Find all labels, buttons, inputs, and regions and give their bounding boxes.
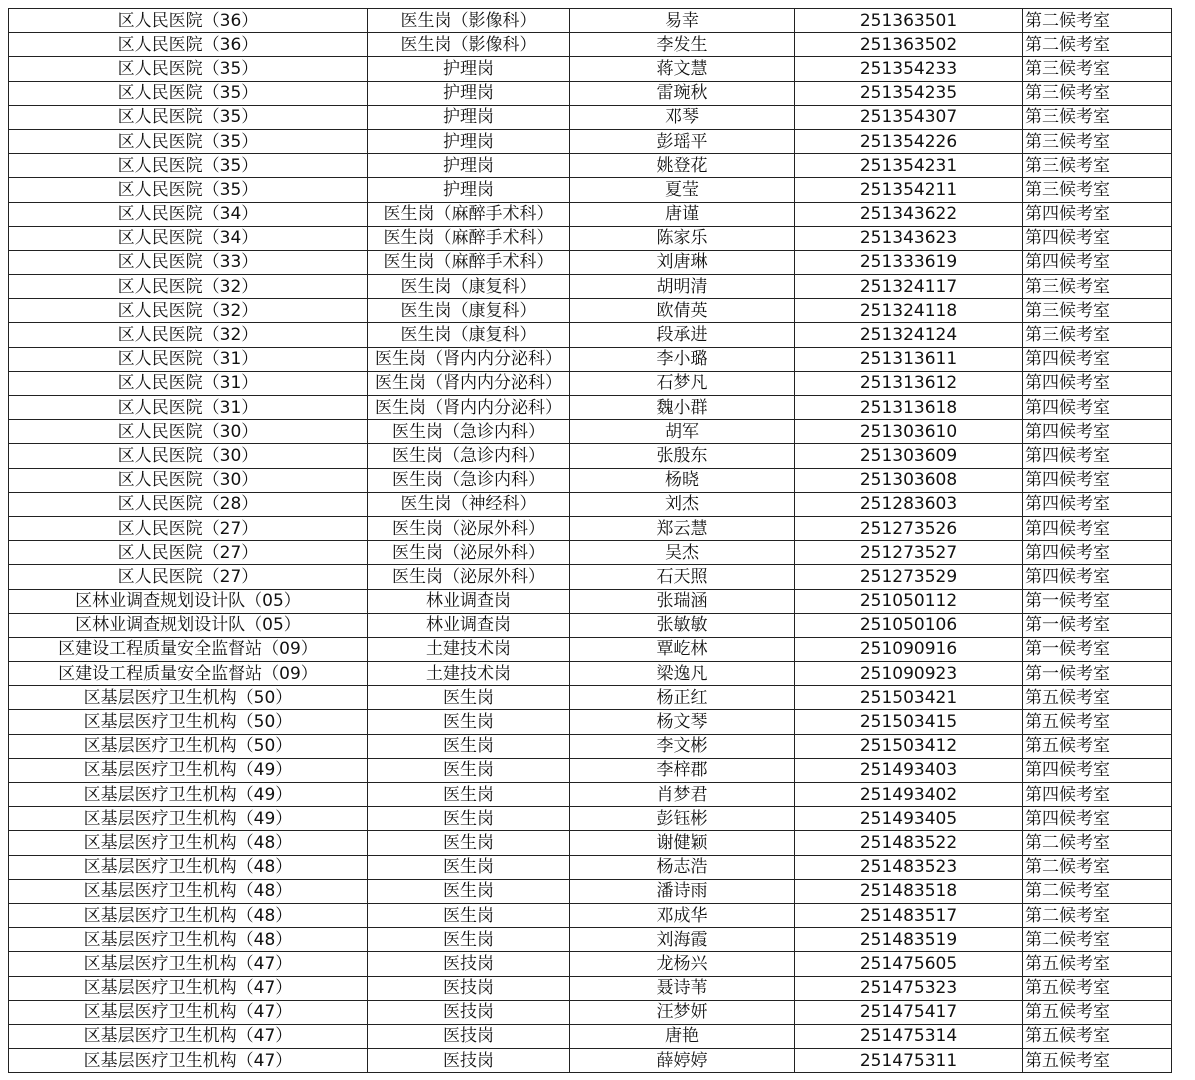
exam-id-cell: 251333619 xyxy=(795,250,1023,274)
candidate-name-cell: 夏莹 xyxy=(570,178,795,202)
candidate-name-cell: 潘诗雨 xyxy=(570,879,795,903)
candidate-name-cell: 蒋文慧 xyxy=(570,57,795,81)
exam-id-cell: 251493402 xyxy=(795,783,1023,807)
waiting-room-cell: 第二候考室 xyxy=(1023,9,1172,33)
unit-cell: 区林业调查规划设计队（05） xyxy=(9,613,368,637)
exam-id-cell: 251273527 xyxy=(795,541,1023,565)
waiting-room-cell: 第四候考室 xyxy=(1023,226,1172,250)
waiting-room-cell: 第四候考室 xyxy=(1023,492,1172,516)
post-cell: 医生岗（急诊内科） xyxy=(368,468,570,492)
post-cell: 医生岗 xyxy=(368,903,570,927)
exam-id-cell: 251324124 xyxy=(795,323,1023,347)
post-cell: 护理岗 xyxy=(368,105,570,129)
table-row xyxy=(9,879,1172,903)
post-cell: 土建技术岗 xyxy=(368,637,570,661)
waiting-room-cell: 第三候考室 xyxy=(1023,275,1172,299)
table-row xyxy=(9,468,1172,492)
table-row xyxy=(9,250,1172,274)
exam-id-cell: 251483519 xyxy=(795,928,1023,952)
waiting-room-cell: 第五候考室 xyxy=(1023,686,1172,710)
unit-cell: 区基层医疗卫生机构（50） xyxy=(9,710,368,734)
candidate-name-cell: 杨文琴 xyxy=(570,710,795,734)
unit-cell: 区人民医院（30） xyxy=(9,468,368,492)
candidate-name-cell: 梁逸凡 xyxy=(570,662,795,686)
unit-cell: 区基层医疗卫生机构（49） xyxy=(9,807,368,831)
exam-id-cell: 251090923 xyxy=(795,662,1023,686)
waiting-room-cell: 第四候考室 xyxy=(1023,444,1172,468)
table-row xyxy=(9,1000,1172,1024)
table-row xyxy=(9,686,1172,710)
exam-id-cell: 251354226 xyxy=(795,129,1023,153)
table-row xyxy=(9,105,1172,129)
exam-id-cell: 251363502 xyxy=(795,33,1023,57)
post-cell: 医生岗 xyxy=(368,928,570,952)
post-cell: 医技岗 xyxy=(368,952,570,976)
waiting-room-cell: 第三候考室 xyxy=(1023,129,1172,153)
candidate-table-body xyxy=(9,9,1172,1073)
post-cell: 医生岗 xyxy=(368,807,570,831)
post-cell: 医生岗（急诊内科） xyxy=(368,444,570,468)
candidate-name-cell: 邓琴 xyxy=(570,105,795,129)
waiting-room-cell: 第四候考室 xyxy=(1023,468,1172,492)
unit-cell: 区基层医疗卫生机构（48） xyxy=(9,855,368,879)
table-row xyxy=(9,420,1172,444)
post-cell: 医技岗 xyxy=(368,976,570,1000)
table-row xyxy=(9,855,1172,879)
exam-id-cell: 251475314 xyxy=(795,1024,1023,1048)
exam-id-cell: 251313612 xyxy=(795,371,1023,395)
candidate-name-cell: 谢健颖 xyxy=(570,831,795,855)
table-row xyxy=(9,396,1172,420)
exam-id-cell: 251503421 xyxy=(795,686,1023,710)
candidate-name-cell: 汪梦妍 xyxy=(570,1000,795,1024)
candidate-name-cell: 聂诗苇 xyxy=(570,976,795,1000)
candidate-name-cell: 胡军 xyxy=(570,420,795,444)
unit-cell: 区基层医疗卫生机构（47） xyxy=(9,1000,368,1024)
unit-cell: 区基层医疗卫生机构（47） xyxy=(9,1049,368,1073)
table-row xyxy=(9,33,1172,57)
candidate-name-cell: 张瑞涵 xyxy=(570,589,795,613)
table-row xyxy=(9,807,1172,831)
waiting-room-cell: 第一候考室 xyxy=(1023,637,1172,661)
table-row xyxy=(9,323,1172,347)
candidate-name-cell: 杨志浩 xyxy=(570,855,795,879)
post-cell: 林业调查岗 xyxy=(368,589,570,613)
exam-id-cell: 251493405 xyxy=(795,807,1023,831)
post-cell: 医生岗（康复科） xyxy=(368,275,570,299)
candidate-name-cell: 唐谨 xyxy=(570,202,795,226)
post-cell: 医生岗 xyxy=(368,879,570,903)
candidate-name-cell: 段承进 xyxy=(570,323,795,347)
post-cell: 医生岗（影像科） xyxy=(368,9,570,33)
exam-id-cell: 251483523 xyxy=(795,855,1023,879)
unit-cell: 区人民医院（30） xyxy=(9,444,368,468)
waiting-room-cell: 第五候考室 xyxy=(1023,976,1172,1000)
waiting-room-cell: 第二候考室 xyxy=(1023,928,1172,952)
exam-id-cell: 251475417 xyxy=(795,1000,1023,1024)
waiting-room-cell: 第三候考室 xyxy=(1023,154,1172,178)
table-row xyxy=(9,226,1172,250)
exam-id-cell: 251483518 xyxy=(795,879,1023,903)
waiting-room-cell: 第四候考室 xyxy=(1023,347,1172,371)
exam-id-cell: 251354231 xyxy=(795,154,1023,178)
post-cell: 医生岗（影像科） xyxy=(368,33,570,57)
waiting-room-cell: 第四候考室 xyxy=(1023,565,1172,589)
candidate-name-cell: 张敏敏 xyxy=(570,613,795,637)
waiting-room-cell: 第四候考室 xyxy=(1023,250,1172,274)
candidate-name-cell: 肖梦君 xyxy=(570,783,795,807)
waiting-room-cell: 第四候考室 xyxy=(1023,202,1172,226)
table-row xyxy=(9,275,1172,299)
table-row xyxy=(9,178,1172,202)
unit-cell: 区基层医疗卫生机构（48） xyxy=(9,928,368,952)
table-row xyxy=(9,662,1172,686)
table-row xyxy=(9,613,1172,637)
candidate-name-cell: 唐艳 xyxy=(570,1024,795,1048)
candidate-name-cell: 石梦凡 xyxy=(570,371,795,395)
candidate-name-cell: 杨晓 xyxy=(570,468,795,492)
exam-id-cell: 251343622 xyxy=(795,202,1023,226)
unit-cell: 区人民医院（27） xyxy=(9,541,368,565)
waiting-room-cell: 第三候考室 xyxy=(1023,105,1172,129)
unit-cell: 区人民医院（35） xyxy=(9,178,368,202)
waiting-room-cell: 第三候考室 xyxy=(1023,323,1172,347)
candidate-name-cell: 薛婷婷 xyxy=(570,1049,795,1073)
exam-id-cell: 251503415 xyxy=(795,710,1023,734)
candidate-name-cell: 刘杰 xyxy=(570,492,795,516)
unit-cell: 区人民医院（35） xyxy=(9,57,368,81)
candidate-name-cell: 欧倩英 xyxy=(570,299,795,323)
table-row xyxy=(9,1024,1172,1048)
exam-id-cell: 251303610 xyxy=(795,420,1023,444)
exam-id-cell: 251313611 xyxy=(795,347,1023,371)
table-row xyxy=(9,1049,1172,1073)
post-cell: 医生岗（泌尿外科） xyxy=(368,516,570,540)
unit-cell: 区人民医院（35） xyxy=(9,129,368,153)
post-cell: 土建技术岗 xyxy=(368,662,570,686)
exam-id-cell: 251503412 xyxy=(795,734,1023,758)
unit-cell: 区林业调查规划设计队（05） xyxy=(9,589,368,613)
unit-cell: 区基层医疗卫生机构（47） xyxy=(9,952,368,976)
candidate-name-cell: 张殷东 xyxy=(570,444,795,468)
table-row xyxy=(9,347,1172,371)
table-row xyxy=(9,371,1172,395)
unit-cell: 区人民医院（31） xyxy=(9,371,368,395)
post-cell: 护理岗 xyxy=(368,154,570,178)
candidate-name-cell: 李小璐 xyxy=(570,347,795,371)
candidate-name-cell: 刘唐琳 xyxy=(570,250,795,274)
unit-cell: 区基层医疗卫生机构（48） xyxy=(9,903,368,927)
table-row xyxy=(9,492,1172,516)
post-cell: 医生岗 xyxy=(368,710,570,734)
post-cell: 医生岗 xyxy=(368,831,570,855)
waiting-room-cell: 第二候考室 xyxy=(1023,879,1172,903)
waiting-room-cell: 第四候考室 xyxy=(1023,758,1172,782)
exam-id-cell: 251273529 xyxy=(795,565,1023,589)
candidate-name-cell: 郑云慧 xyxy=(570,516,795,540)
waiting-room-cell: 第二候考室 xyxy=(1023,831,1172,855)
exam-id-cell: 251475605 xyxy=(795,952,1023,976)
unit-cell: 区基层医疗卫生机构（49） xyxy=(9,758,368,782)
exam-id-cell: 251354307 xyxy=(795,105,1023,129)
waiting-room-cell: 第二候考室 xyxy=(1023,903,1172,927)
unit-cell: 区人民医院（32） xyxy=(9,323,368,347)
candidate-name-cell: 杨正红 xyxy=(570,686,795,710)
post-cell: 护理岗 xyxy=(368,129,570,153)
unit-cell: 区基层医疗卫生机构（48） xyxy=(9,831,368,855)
waiting-room-cell: 第四候考室 xyxy=(1023,371,1172,395)
post-cell: 医技岗 xyxy=(368,1049,570,1073)
post-cell: 医生岗 xyxy=(368,686,570,710)
unit-cell: 区基层医疗卫生机构（47） xyxy=(9,1024,368,1048)
unit-cell: 区人民医院（35） xyxy=(9,154,368,178)
post-cell: 医生岗（麻醉手术科） xyxy=(368,226,570,250)
table-row xyxy=(9,516,1172,540)
unit-cell: 区人民医院（32） xyxy=(9,275,368,299)
post-cell: 医生岗（麻醉手术科） xyxy=(368,202,570,226)
unit-cell: 区人民医院（35） xyxy=(9,81,368,105)
candidate-list-sheet xyxy=(8,8,1172,1073)
exam-id-cell: 251313618 xyxy=(795,396,1023,420)
waiting-room-cell: 第五候考室 xyxy=(1023,710,1172,734)
unit-cell: 区人民医院（32） xyxy=(9,299,368,323)
waiting-room-cell: 第四候考室 xyxy=(1023,807,1172,831)
exam-id-cell: 251324118 xyxy=(795,299,1023,323)
waiting-room-cell: 第三候考室 xyxy=(1023,57,1172,81)
post-cell: 护理岗 xyxy=(368,178,570,202)
unit-cell: 区建设工程质量安全监督站（09） xyxy=(9,662,368,686)
post-cell: 医生岗（康复科） xyxy=(368,323,570,347)
unit-cell: 区人民医院（31） xyxy=(9,396,368,420)
exam-id-cell: 251493403 xyxy=(795,758,1023,782)
exam-id-cell: 251050106 xyxy=(795,613,1023,637)
candidate-name-cell: 李文彬 xyxy=(570,734,795,758)
unit-cell: 区人民医院（27） xyxy=(9,565,368,589)
table-row xyxy=(9,710,1172,734)
waiting-room-cell: 第三候考室 xyxy=(1023,299,1172,323)
table-row xyxy=(9,758,1172,782)
table-row xyxy=(9,299,1172,323)
candidate-name-cell: 覃屹林 xyxy=(570,637,795,661)
exam-id-cell: 251090916 xyxy=(795,637,1023,661)
table-row xyxy=(9,444,1172,468)
post-cell: 医生岗 xyxy=(368,734,570,758)
table-row xyxy=(9,9,1172,33)
candidate-name-cell: 姚登花 xyxy=(570,154,795,178)
candidate-name-cell: 刘海霞 xyxy=(570,928,795,952)
exam-id-cell: 251354235 xyxy=(795,81,1023,105)
waiting-room-cell: 第一候考室 xyxy=(1023,589,1172,613)
waiting-room-cell: 第二候考室 xyxy=(1023,855,1172,879)
waiting-room-cell: 第三候考室 xyxy=(1023,81,1172,105)
waiting-room-cell: 第四候考室 xyxy=(1023,420,1172,444)
exam-id-cell: 251475311 xyxy=(795,1049,1023,1073)
table-row xyxy=(9,952,1172,976)
waiting-room-cell: 第五候考室 xyxy=(1023,734,1172,758)
unit-cell: 区人民医院（36） xyxy=(9,9,368,33)
waiting-room-cell: 第五候考室 xyxy=(1023,1024,1172,1048)
table-row xyxy=(9,129,1172,153)
post-cell: 医生岗（泌尿外科） xyxy=(368,565,570,589)
exam-id-cell: 251475323 xyxy=(795,976,1023,1000)
table-row xyxy=(9,81,1172,105)
post-cell: 医生岗（麻醉手术科） xyxy=(368,250,570,274)
candidate-name-cell: 邓成华 xyxy=(570,903,795,927)
table-row xyxy=(9,734,1172,758)
unit-cell: 区人民医院（34） xyxy=(9,202,368,226)
candidate-name-cell: 石天照 xyxy=(570,565,795,589)
post-cell: 医技岗 xyxy=(368,1024,570,1048)
unit-cell: 区建设工程质量安全监督站（09） xyxy=(9,637,368,661)
waiting-room-cell: 第三候考室 xyxy=(1023,178,1172,202)
candidate-name-cell: 彭钰彬 xyxy=(570,807,795,831)
waiting-room-cell: 第四候考室 xyxy=(1023,516,1172,540)
exam-id-cell: 251050112 xyxy=(795,589,1023,613)
unit-cell: 区基层医疗卫生机构（48） xyxy=(9,879,368,903)
unit-cell: 区人民医院（27） xyxy=(9,516,368,540)
table-row xyxy=(9,976,1172,1000)
waiting-room-cell: 第五候考室 xyxy=(1023,952,1172,976)
waiting-room-cell: 第五候考室 xyxy=(1023,1000,1172,1024)
post-cell: 医生岗 xyxy=(368,758,570,782)
exam-id-cell: 251273526 xyxy=(795,516,1023,540)
waiting-room-cell: 第二候考室 xyxy=(1023,33,1172,57)
table-row xyxy=(9,202,1172,226)
candidate-name-cell: 彭瑶平 xyxy=(570,129,795,153)
candidate-name-cell: 易幸 xyxy=(570,9,795,33)
table-row xyxy=(9,637,1172,661)
waiting-room-cell: 第一候考室 xyxy=(1023,613,1172,637)
post-cell: 医生岗 xyxy=(368,783,570,807)
exam-id-cell: 251303608 xyxy=(795,468,1023,492)
exam-id-cell: 251343623 xyxy=(795,226,1023,250)
candidate-name-cell: 陈家乐 xyxy=(570,226,795,250)
exam-id-cell: 251354211 xyxy=(795,178,1023,202)
table-row xyxy=(9,903,1172,927)
table-row xyxy=(9,831,1172,855)
candidate-name-cell: 雷琬秋 xyxy=(570,81,795,105)
exam-id-cell: 251363501 xyxy=(795,9,1023,33)
waiting-room-cell: 第五候考室 xyxy=(1023,1049,1172,1073)
post-cell: 医生岗（肾内内分泌科） xyxy=(368,396,570,420)
waiting-room-cell: 第四候考室 xyxy=(1023,396,1172,420)
table-row xyxy=(9,565,1172,589)
candidate-name-cell: 吴杰 xyxy=(570,541,795,565)
unit-cell: 区人民医院（30） xyxy=(9,420,368,444)
exam-id-cell: 251324117 xyxy=(795,275,1023,299)
post-cell: 医生岗（康复科） xyxy=(368,299,570,323)
unit-cell: 区基层医疗卫生机构（49） xyxy=(9,783,368,807)
unit-cell: 区人民医院（35） xyxy=(9,105,368,129)
candidate-name-cell: 李梓郡 xyxy=(570,758,795,782)
post-cell: 医生岗（泌尿外科） xyxy=(368,541,570,565)
unit-cell: 区人民医院（28） xyxy=(9,492,368,516)
post-cell: 护理岗 xyxy=(368,81,570,105)
table-row xyxy=(9,57,1172,81)
exam-id-cell: 251303609 xyxy=(795,444,1023,468)
waiting-room-cell: 第四候考室 xyxy=(1023,783,1172,807)
unit-cell: 区基层医疗卫生机构（50） xyxy=(9,734,368,758)
exam-id-cell: 251483517 xyxy=(795,903,1023,927)
post-cell: 医生岗（神经科） xyxy=(368,492,570,516)
post-cell: 医生岗（急诊内科） xyxy=(368,420,570,444)
unit-cell: 区基层医疗卫生机构（47） xyxy=(9,976,368,1000)
candidate-name-cell: 李发生 xyxy=(570,33,795,57)
post-cell: 医生岗（肾内内分泌科） xyxy=(368,347,570,371)
exam-id-cell: 251283603 xyxy=(795,492,1023,516)
unit-cell: 区人民医院（31） xyxy=(9,347,368,371)
post-cell: 医生岗 xyxy=(368,855,570,879)
unit-cell: 区基层医疗卫生机构（50） xyxy=(9,686,368,710)
table-row xyxy=(9,589,1172,613)
candidate-table xyxy=(8,8,1172,1073)
exam-id-cell: 251483522 xyxy=(795,831,1023,855)
candidate-name-cell: 魏小群 xyxy=(570,396,795,420)
table-row xyxy=(9,154,1172,178)
candidate-name-cell: 胡明清 xyxy=(570,275,795,299)
waiting-room-cell: 第四候考室 xyxy=(1023,541,1172,565)
post-cell: 护理岗 xyxy=(368,57,570,81)
post-cell: 林业调查岗 xyxy=(368,613,570,637)
candidate-name-cell: 龙杨兴 xyxy=(570,952,795,976)
waiting-room-cell: 第一候考室 xyxy=(1023,662,1172,686)
exam-id-cell: 251354233 xyxy=(795,57,1023,81)
post-cell: 医生岗（肾内内分泌科） xyxy=(368,371,570,395)
post-cell: 医技岗 xyxy=(368,1000,570,1024)
unit-cell: 区人民医院（33） xyxy=(9,250,368,274)
table-row xyxy=(9,783,1172,807)
table-row xyxy=(9,541,1172,565)
unit-cell: 区人民医院（36） xyxy=(9,33,368,57)
table-row xyxy=(9,928,1172,952)
unit-cell: 区人民医院（34） xyxy=(9,226,368,250)
